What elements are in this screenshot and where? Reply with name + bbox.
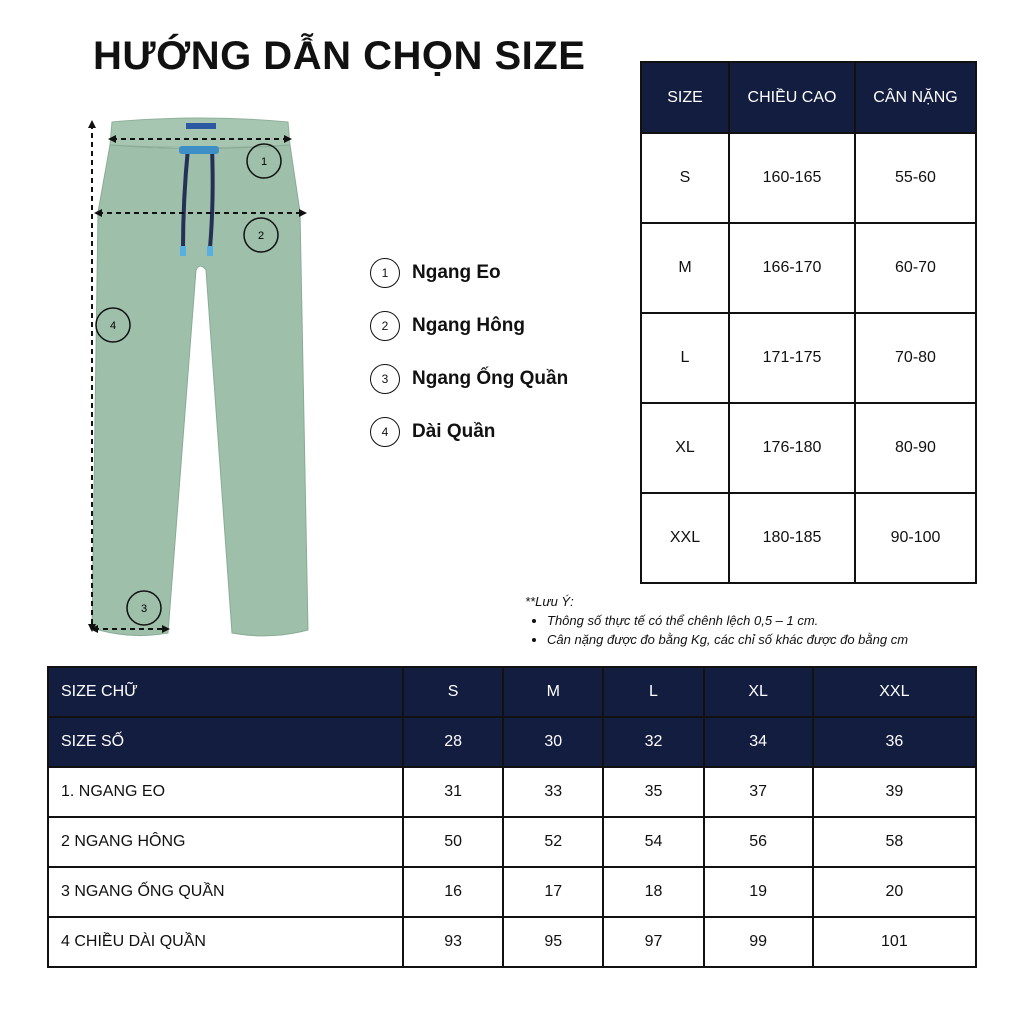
legend-number: 4 — [370, 417, 400, 447]
table-cell: 176-180 — [729, 403, 855, 493]
table-cell: 39 — [813, 767, 976, 817]
measurement-legend — [370, 256, 568, 468]
table-row — [641, 223, 976, 313]
legend-item — [370, 256, 568, 290]
row-label: SIZE CHỮ — [48, 667, 403, 717]
table-cell: M — [641, 223, 729, 313]
table-cell: 97 — [603, 917, 703, 967]
table-cell: 60-70 — [855, 223, 976, 313]
table-cell: S — [641, 133, 729, 223]
table-cell: 90-100 — [855, 493, 976, 583]
table-cell: 56 — [704, 817, 813, 867]
table-cell: S — [403, 667, 503, 717]
legend-label: Ngang Eo — [412, 262, 501, 283]
column-header: SIZE — [641, 62, 729, 133]
table-cell: 180-185 — [729, 493, 855, 583]
page-title: HƯỚNG DẪN CHỌN SIZE — [93, 34, 586, 78]
table-row — [641, 493, 976, 583]
table-cell: 99 — [704, 917, 813, 967]
row-label: 2 NGANG HÔNG — [48, 817, 403, 867]
table-row — [48, 767, 976, 817]
legend-item — [370, 415, 568, 449]
brand-label — [186, 123, 216, 129]
table-cell: 160-165 — [729, 133, 855, 223]
table-cell: 30 — [503, 717, 603, 767]
table-cell: 33 — [503, 767, 603, 817]
table-cell: 93 — [403, 917, 503, 967]
table-cell: XXL — [641, 493, 729, 583]
table-cell: 58 — [813, 817, 976, 867]
table-header-row — [641, 62, 976, 133]
table-cell: 34 — [704, 717, 813, 767]
table-cell: 166-170 — [729, 223, 855, 313]
table-row — [641, 133, 976, 223]
table-cell: 19 — [704, 867, 813, 917]
legend-number: 3 — [370, 364, 400, 394]
table-cell: 18 — [603, 867, 703, 917]
table-cell: L — [603, 667, 703, 717]
note-list — [525, 611, 908, 649]
table-cell: 35 — [603, 767, 703, 817]
note-heading: **Lưu Ý: — [525, 594, 574, 609]
legend-number: 1 — [370, 258, 400, 288]
table-cell: XXL — [813, 667, 976, 717]
table-header-row — [48, 717, 976, 767]
table-cell: XL — [704, 667, 813, 717]
table-row — [48, 917, 976, 967]
table-row — [48, 867, 976, 917]
marker-1-label: 1 — [260, 156, 268, 168]
table-cell: 171-175 — [729, 313, 855, 403]
column-header: CÂN NẶNG — [855, 62, 976, 133]
table-cell: 54 — [603, 817, 703, 867]
legend-label: Ngang Ống Quần — [412, 368, 569, 389]
table-cell: 31 — [403, 767, 503, 817]
table-cell: 28 — [403, 717, 503, 767]
pants-illustration — [0, 0, 340, 660]
legend-number: 2 — [370, 311, 400, 341]
table-cell: 37 — [704, 767, 813, 817]
table-cell: 70-80 — [855, 313, 976, 403]
row-label: 4 CHIỀU DÀI QUẦN — [48, 917, 403, 967]
table-cell: M — [503, 667, 603, 717]
marker-3-label: 3 — [140, 603, 148, 615]
row-label: SIZE SỐ — [48, 717, 403, 767]
table-row — [48, 817, 976, 867]
measurement-table — [47, 666, 977, 968]
table-cell: 17 — [503, 867, 603, 917]
note — [525, 592, 908, 649]
legend-label: Ngang Hông — [412, 315, 525, 336]
table-cell: 80-90 — [855, 403, 976, 493]
table-cell: XL — [641, 403, 729, 493]
table-cell: 50 — [403, 817, 503, 867]
marker-4-label: 4 — [109, 320, 117, 332]
column-header: CHIỀU CAO — [729, 62, 855, 133]
table-header-row — [48, 667, 976, 717]
table-cell: 16 — [403, 867, 503, 917]
legend-item — [370, 309, 568, 343]
legend-item — [370, 362, 568, 396]
table-row — [641, 313, 976, 403]
pants-waistband — [110, 118, 290, 148]
table-row — [641, 403, 976, 493]
row-label: 1. NGANG EO — [48, 767, 403, 817]
table-cell: L — [641, 313, 729, 403]
pants-body — [92, 145, 308, 636]
table-cell: 95 — [503, 917, 603, 967]
table-cell: 36 — [813, 717, 976, 767]
legend-label: Dài Quần — [412, 421, 496, 442]
marker-2-label: 2 — [257, 230, 265, 242]
table-cell: 20 — [813, 867, 976, 917]
row-label: 3 NGANG ỐNG QUẦN — [48, 867, 403, 917]
note-item: • Thông số thực tế có thể chênh lệch 0,5 – 1 cm. — [547, 611, 908, 630]
note-item: • Cân nặng được đo bằng Kg, các chỉ số khác được đo bằng cm — [547, 630, 908, 649]
height-weight-table — [640, 61, 977, 584]
table-cell: 101 — [813, 917, 976, 967]
table-cell: 52 — [503, 817, 603, 867]
table-cell: 55-60 — [855, 133, 976, 223]
table-cell: 32 — [603, 717, 703, 767]
